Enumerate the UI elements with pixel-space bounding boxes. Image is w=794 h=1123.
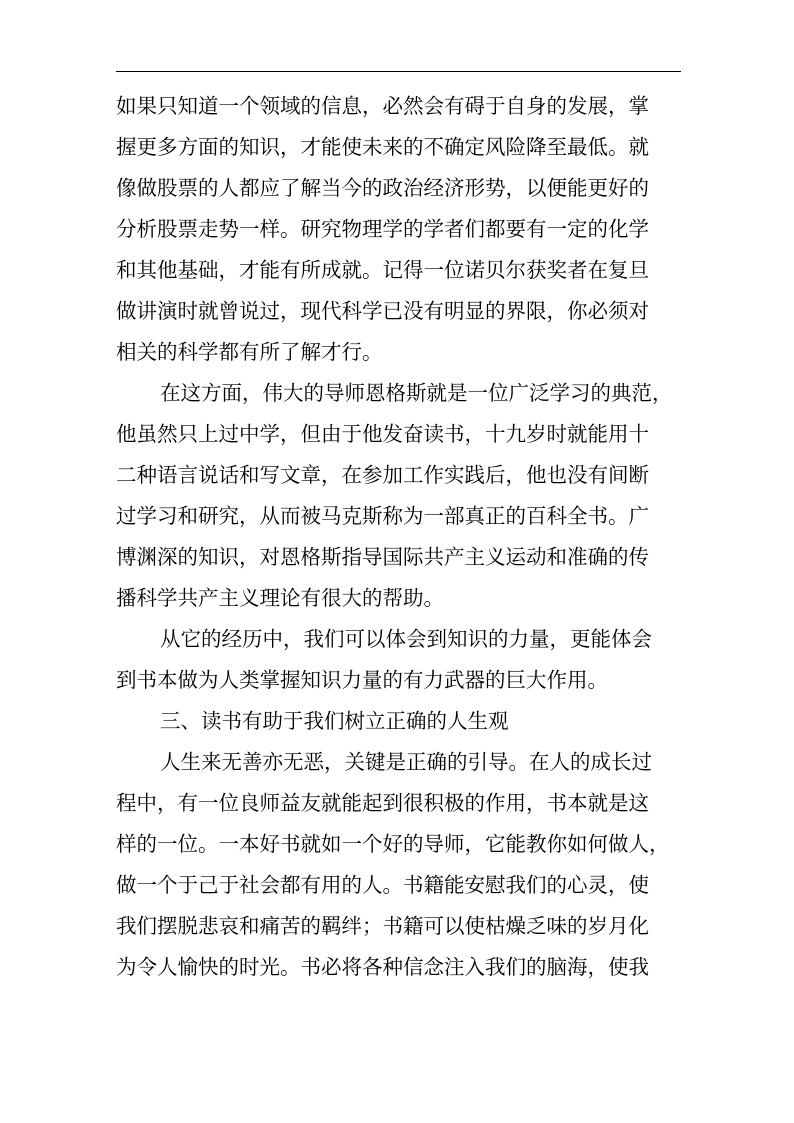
text-line: 二种语言说话和写文章，在参加工作实践后，他也没有间断	[116, 463, 649, 487]
text-line: 从它的经历中，我们可以体会到知识的力量，更能体会	[160, 627, 652, 651]
text-line: 样的一位。一本好书就如一个好的导师，它能教你如何做人，	[116, 832, 670, 856]
paragraph-outlook-on-life	[116, 742, 681, 988]
text-line: 他虽然只上过中学，但由于他发奋读书，十九岁时就能用十	[116, 422, 649, 446]
text-line: 分析股票走势一样。研究物理学的学者们都要有一定的化学	[116, 217, 649, 241]
header-rule	[116, 71, 681, 72]
paragraph-power-of-knowledge	[116, 619, 681, 701]
text-line: 做一个于己于社会都有用的人。书籍能安慰我们的心灵，使	[116, 873, 649, 897]
text-line: 人生来无善亦无恶，关键是正确的引导。在人的成长过	[160, 750, 652, 774]
text-line: 播科学共产主义理论有很大的帮助。	[116, 586, 444, 610]
paragraph-knowledge-breadth	[116, 86, 681, 373]
text-line: 程中，有一位良师益友就能起到很积极的作用，书本就是这	[116, 791, 649, 815]
text-line: 握更多方面的知识，才能使未来的不确定风险降至最低。就	[116, 135, 649, 159]
text-line: 如果只知道一个领域的信息，必然会有碍于自身的发展，掌	[116, 94, 649, 118]
text-line: 和其他基础，才能有所成就。记得一位诺贝尔获奖者在复旦	[116, 258, 649, 282]
text-line: 像做股票的人都应了解当今的政治经济形势，以便能更好的	[116, 176, 649, 200]
text-line: 我们摆脱悲哀和痛苦的羁绊；书籍可以使枯燥乏味的岁月化	[116, 914, 649, 938]
text-line: 博渊深的知识，对恩格斯指导国际共产主义运动和准确的传	[116, 545, 649, 569]
section-heading	[116, 701, 681, 742]
text-line: 相关的科学都有所了解才行。	[116, 340, 383, 364]
text-line: 在这方面，伟大的导师恩格斯就是一位广泛学习的典范，	[160, 381, 673, 405]
section-heading-text: 三、读书有助于我们树立正确的人生观	[160, 709, 509, 733]
document-body	[116, 86, 681, 988]
paragraph-engels-example	[116, 373, 681, 619]
text-line: 做讲演时就曾说过，现代科学已没有明显的界限，你必须对	[116, 299, 649, 323]
text-line: 为令人愉快的时光。书必将各种信念注入我们的脑海，使我	[116, 955, 649, 979]
text-line: 到书本做为人类掌握知识力量的有力武器的巨大作用。	[116, 668, 608, 692]
text-line: 过学习和研究，从而被马克斯称为一部真正的百科全书。广	[116, 504, 649, 528]
